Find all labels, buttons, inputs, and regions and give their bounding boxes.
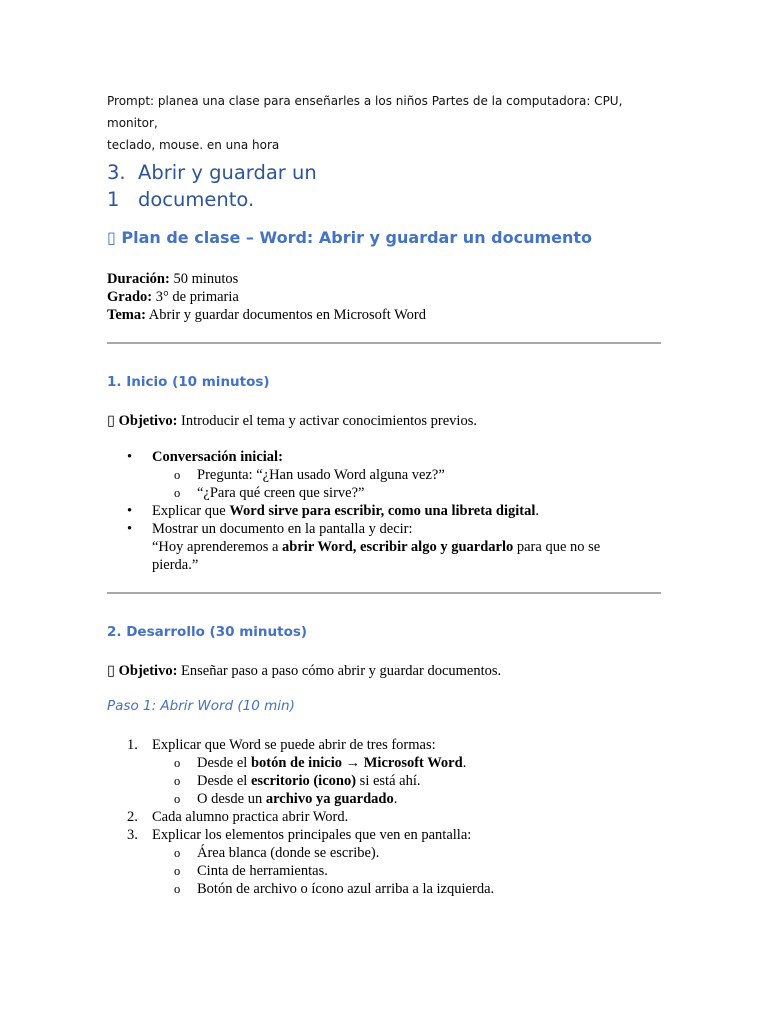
meta-grado <box>107 288 426 306</box>
sub-bullet-marker: o <box>174 468 181 482</box>
sub-bullet-marker: o <box>174 486 181 500</box>
sub-bullet-marker: o <box>174 864 181 878</box>
tema-value: Abrir y guardar documentos en Microsoft Word <box>148 307 426 323</box>
inicio-list <box>107 448 667 574</box>
sub-list-item <box>107 844 667 862</box>
bullet-marker: • <box>127 449 133 465</box>
meta-tema <box>107 306 426 324</box>
section-number-top: 3. <box>107 161 126 184</box>
mostrar-quote-line-2: pierda.” <box>152 557 199 573</box>
sub-list-item <box>107 862 667 880</box>
sub5-text: Cinta de herramientas. <box>197 863 328 879</box>
sub-list-item <box>107 790 667 808</box>
objective-label: Objetivo: <box>118 413 178 429</box>
plan-title: ▯ Plan de clase – Word: Abrir y guardar un documento <box>107 228 593 247</box>
sub-bullet-marker: o <box>174 882 181 896</box>
divider <box>107 342 661 344</box>
sub4-text: Área blanca (donde se escribe). <box>197 845 380 861</box>
sub-bullet-marker: o <box>174 792 181 806</box>
desarrollo-list <box>107 736 667 898</box>
mostrar-quote-pre: “Hoy aprenderemos a <box>152 539 283 555</box>
sub-bullet-marker: o <box>174 846 181 860</box>
sub-bullet-marker: o <box>174 756 181 770</box>
prompt-text <box>107 90 667 156</box>
explicar-pre: Explicar que <box>152 503 230 519</box>
sub-list-item <box>107 772 667 790</box>
sub1-pre: Desde el <box>197 755 251 771</box>
sub3-pre: O desde un <box>197 791 266 807</box>
duracion-label: Duración: <box>107 271 170 287</box>
bullet-marker: • <box>127 521 133 537</box>
section-heading-line-1: Abrir y guardar un <box>138 161 317 184</box>
sub3-post: . <box>393 791 398 807</box>
objective-text: Enseñar paso a paso cómo abrir y guardar documentos. <box>181 663 502 679</box>
sub-bullet-marker: o <box>174 774 181 788</box>
grado-label: Grado: <box>107 289 153 305</box>
explicar-post: . <box>535 503 540 519</box>
prompt-line-2: teclado, mouse. en una hora <box>107 138 280 152</box>
list-item <box>107 502 667 520</box>
list-item <box>107 736 667 754</box>
list-item <box>107 808 667 826</box>
list-item <box>107 448 667 466</box>
inicio-objective <box>107 412 477 430</box>
sub1-bold: botón de inicio → Microsoft Word <box>250 755 463 771</box>
section-heading <box>107 159 407 213</box>
list-item <box>107 826 667 844</box>
item-3-text: Explicar los elementos principales que ven en pantalla: <box>152 827 472 843</box>
section-heading-line-2: documento. <box>138 188 255 211</box>
sub2-pre: Desde el <box>197 773 251 789</box>
list-item <box>107 520 667 574</box>
sub2-post: si está ahí. <box>356 773 421 789</box>
sub2-bold: escritorio (icono) <box>250 773 357 789</box>
para-que-text: “¿Para qué creen que sirve?” <box>197 485 365 501</box>
desarrollo-heading: 2. Desarrollo (30 minutos) <box>107 624 308 640</box>
lesson-meta <box>107 270 426 324</box>
pregunta-text: Pregunta: “¿Han usado Word alguna vez?” <box>197 467 445 483</box>
sub-list-item <box>107 880 667 898</box>
duracion-value: 50 minutos <box>173 271 239 287</box>
number-marker: 1. <box>127 737 138 753</box>
number-marker: 3. <box>127 827 138 843</box>
meta-duracion <box>107 270 426 288</box>
mostrar-line-1: Mostrar un documento en la pantalla y decir: <box>152 521 413 537</box>
item-2-text: Cada alumno practica abrir Word. <box>152 809 349 825</box>
grado-value: 3° de primaria <box>155 289 239 305</box>
sub3-bold: archivo ya guardado <box>265 791 394 807</box>
mostrar-quote <box>152 538 667 556</box>
bullet-marker: • <box>127 503 133 519</box>
number-marker: 2. <box>127 809 138 825</box>
objective-label: Objetivo: <box>118 663 178 679</box>
inicio-heading: 1. Inicio (10 minutos) <box>107 374 270 390</box>
sub-list-item <box>107 466 667 484</box>
mostrar-quote-bold: abrir Word, escribir algo y guardarlo <box>282 539 514 555</box>
tema-label: Tema: <box>107 307 146 323</box>
objective-text: Introducir el tema y activar conocimientos previos. <box>181 413 477 429</box>
desarrollo-objective <box>107 662 501 680</box>
explicar-bold: Word sirve para escribir, como una libreta digital <box>229 503 536 519</box>
sub-list-item <box>107 754 667 772</box>
sub-list-item <box>107 484 667 502</box>
sub1-post: . <box>462 755 467 771</box>
objective-icon: ▯ <box>107 413 115 429</box>
mostrar-quote-post: para que no se <box>513 539 601 555</box>
conversacion-label: Conversación inicial: <box>152 449 283 465</box>
prompt-line-1: Prompt: planea una clase para enseñarles a los niños Partes de la computadora: CPU, monitor, <box>107 94 623 130</box>
sub6-text: Botón de archivo o ícono azul arriba a la izquierda. <box>197 881 495 897</box>
divider <box>107 592 661 594</box>
paso-1-heading: Paso 1: Abrir Word (10 min) <box>107 698 295 714</box>
section-number-bottom: 1 <box>107 188 120 211</box>
objective-icon: ▯ <box>107 663 115 679</box>
item-1-text: Explicar que Word se puede abrir de tres formas: <box>152 737 436 753</box>
